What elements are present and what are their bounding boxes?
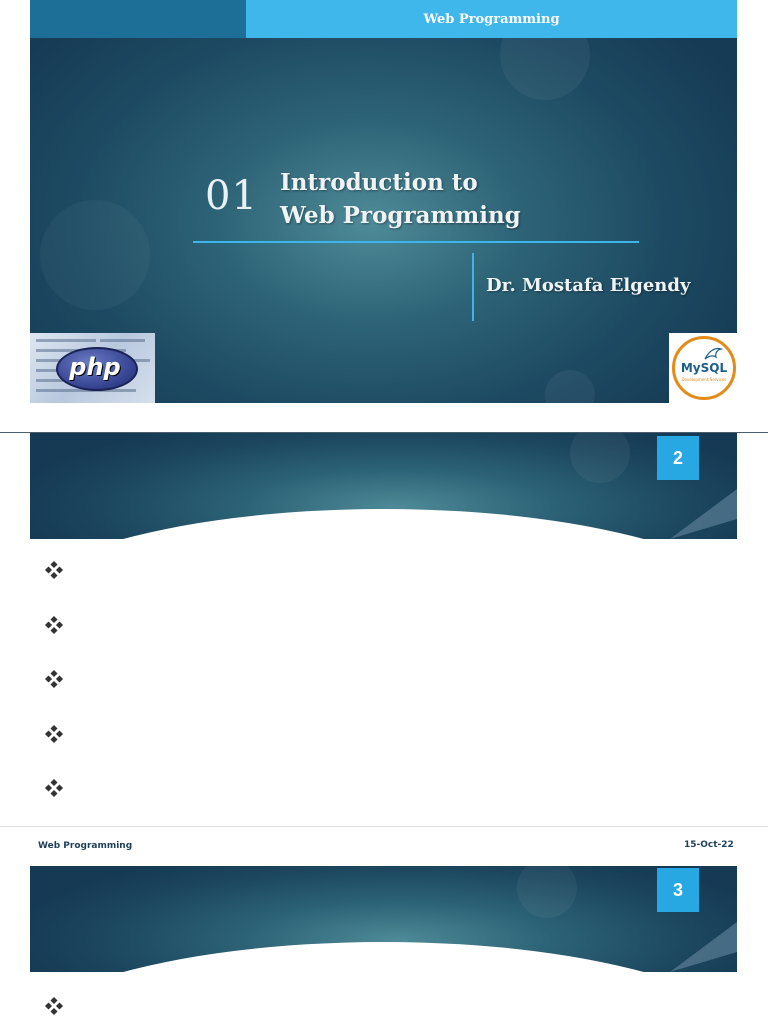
author-divider — [472, 253, 474, 321]
mysql-logo-subtext: Development Services — [681, 377, 727, 382]
diamond-bullet-icon — [44, 560, 64, 580]
title-line-2: Web Programming — [280, 202, 521, 229]
footer-course-title: Web Programming — [38, 841, 133, 851]
page-number-badge: 2 — [657, 436, 699, 480]
header-title: Web Programming — [423, 12, 560, 27]
diamond-bullet-icon — [44, 778, 64, 798]
php-logo-text: php — [69, 353, 121, 381]
diamond-bullet-icon — [44, 996, 64, 1016]
lecture-title — [280, 166, 521, 232]
footer-divider — [0, 826, 768, 827]
decor-bubble — [40, 200, 150, 310]
header-curve — [30, 942, 737, 972]
php-logo — [30, 333, 155, 403]
diamond-bullet-icon — [44, 615, 64, 635]
lecture-number: 01 — [205, 173, 258, 219]
title-underline — [193, 241, 639, 243]
slide2-header — [30, 433, 737, 539]
diamond-bullet-icon — [44, 724, 64, 744]
title-line-1: Introduction to — [280, 169, 478, 196]
slide3-header — [30, 866, 737, 972]
header-bar-left — [30, 0, 246, 38]
diamond-bullet-icon — [44, 669, 64, 689]
mysql-logo — [669, 333, 737, 403]
mysql-logo-text: MySQL — [680, 361, 728, 375]
author-name: Dr. Mostafa Elgendy — [486, 275, 691, 296]
decor-bubble — [545, 370, 595, 403]
page-number-badge: 3 — [657, 868, 699, 912]
header-curve — [30, 509, 737, 539]
footer-date: 15-Oct-22 — [684, 840, 734, 850]
header-corner-accent — [650, 489, 737, 539]
title-slide — [30, 0, 737, 403]
header-corner-accent — [650, 922, 737, 972]
